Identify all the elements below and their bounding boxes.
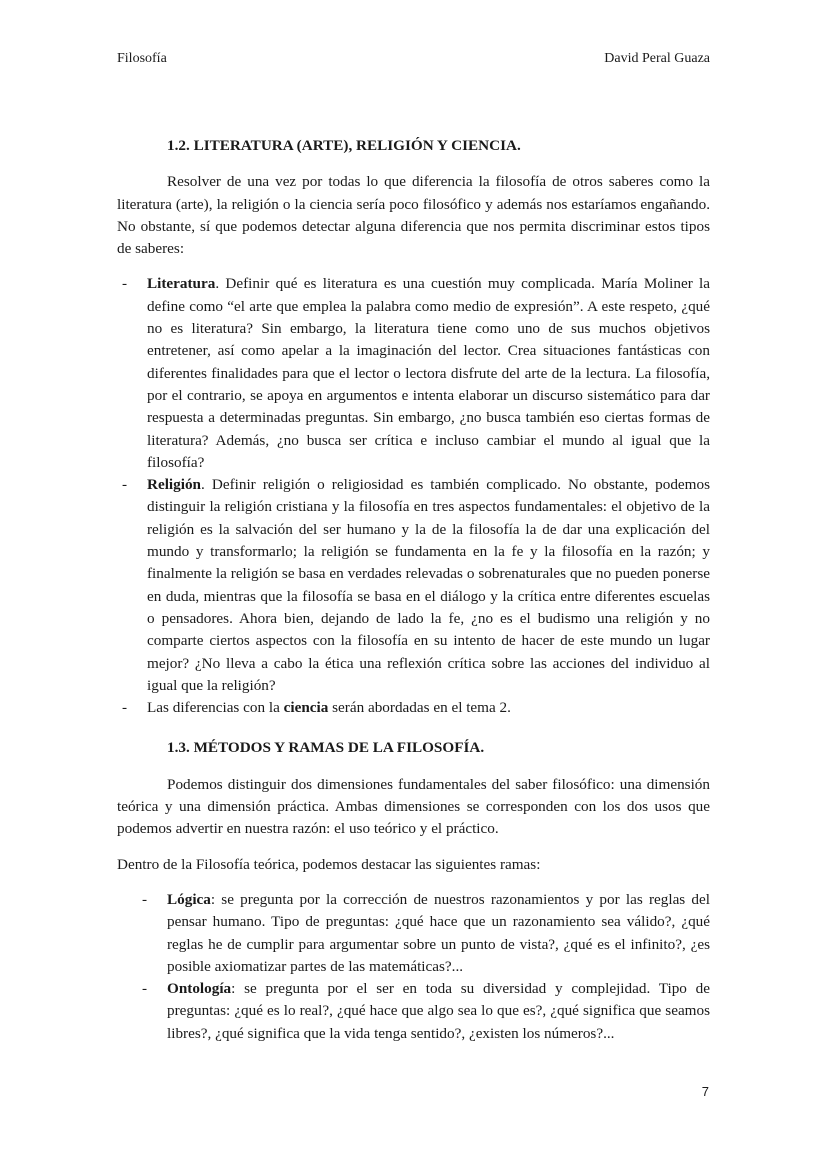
section-1-2-list <box>117 273 710 719</box>
logica-text: : se pregunta por la corrección de nuestros razonamientos y por las reglas del pensar humano. Tipo de preguntas: ¿qué hace que un razonamiento sea válido?, ¿qué reglas he de cumplir para argumentar sobre un punto de vista?, ¿qué es el infinito?, ¿es posible axiomatizar partes de las matemáticas?... <box>167 890 710 975</box>
list-item-religion <box>117 474 710 697</box>
term-religion: Religión <box>147 476 202 494</box>
header-subject: Filosofía <box>117 51 167 66</box>
ciencia-after: serán abordadas en el tema 2. <box>328 699 511 717</box>
term-literatura: Literatura <box>147 275 216 293</box>
religion-text: . Definir religión o religiosidad es también complicado. No obstante, podemos distinguir la religión cristiana y la filosofía en tres aspectos fundamentales: el objetivo de la religión es la salvación del ser humano y la de la filosofía la de dar una explicación del mundo y transformarlo; la religión se fundamenta en la fe y la filosofía en la razón; y finalmente la religión se basa en verdades relevadas o sobrenaturales que no pueden ponerse en duda, mientras que la filosofía se basa en el diálogo y la crítica entre diferentes escuelas o pensadores. Ahora bien, dejando de lado la fe, ¿no es el budismo una religión y no comparte ciertos aspectos con la filosofía en su intento de hacer de este mundo un lugar mejor? ¿No lleva a cabo la ética una reflexión crítica sobre las acciones del individuo al igual que la religión? <box>147 476 710 694</box>
ontologia-text: : se pregunta por el ser en toda su diversidad y complejidad. Tipo de preguntas: ¿qué es lo real?, ¿qué hace que algo sea lo que es?, ¿qué significa que seamos libres?, ¿qué significa que la vida tenga sentido?, ¿existen los números?... <box>167 980 710 1042</box>
section-1-2-intro: Resolver de una vez por todas lo que diferencia la filosofía de otros saberes como la literatura (arte), la religión o la ciencia sería poco filosófico y además nos estaríamos engañando. No obstante, sí que podemos detectar alguna diferencia que nos permita discriminar estos tipos de saberes: <box>117 173 710 258</box>
term-logica: Lógica <box>167 890 211 908</box>
section-1-3-list <box>117 889 710 1045</box>
list-item-ontologia <box>117 978 710 1045</box>
term-ontologia: Ontología <box>167 980 232 998</box>
section-heading-1-2: 1.2. LITERATURA (ARTE), RELIGIÓN Y CIENCIA. <box>167 137 521 154</box>
list-item-logica <box>117 889 710 978</box>
list-item-literatura <box>117 273 710 474</box>
page-body <box>117 135 710 1063</box>
header-author: David Peral Guaza <box>604 51 710 66</box>
section-1-3-intro: Podemos distinguir dos dimensiones fundamentales del saber filosófico: una dimensión teórica y una dimensión práctica. Ambas dimensiones se corresponden con los dos usos que podemos advertir en nuestra razón: el uso teórico y el práctico. <box>117 775 710 838</box>
term-ciencia: ciencia <box>283 699 329 717</box>
section-heading-1-3: 1.3. MÉTODOS Y RAMAS DE LA FILOSOFÍA. <box>167 739 485 757</box>
list-item-ciencia <box>117 697 710 719</box>
ciencia-before: Las diferencias con la <box>147 699 284 717</box>
page-number: 7 <box>701 1084 709 1099</box>
literatura-text: . Definir qué es literatura es una cuestión muy complicada. María Moliner la define como “el arte que emplea la palabra como medio de expresión”. A este respeto, ¿qué no es literatura? Sin embargo, la literatura tiene como uno de sus muchos objetivos entretener, así como apelar a la imaginación del lector. Crea situaciones fantásticas con diferentes finalidades para que el lector o lectora disfrute del arte de la lectura. La filosofía, por el contrario, se apoya en argumentos e intenta elaborar un discurso sistemático para dar respuesta a determinadas preguntas. Sin embargo, ¿no busca también eso ciertas formas de literatura? Además, ¿no busca ser crítica e incluso cambiar el mundo al igual que la filosofía? <box>147 275 710 471</box>
section-1-3-lead: Dentro de la Filosofía teórica, podemos destacar las siguientes ramas: <box>117 855 541 873</box>
